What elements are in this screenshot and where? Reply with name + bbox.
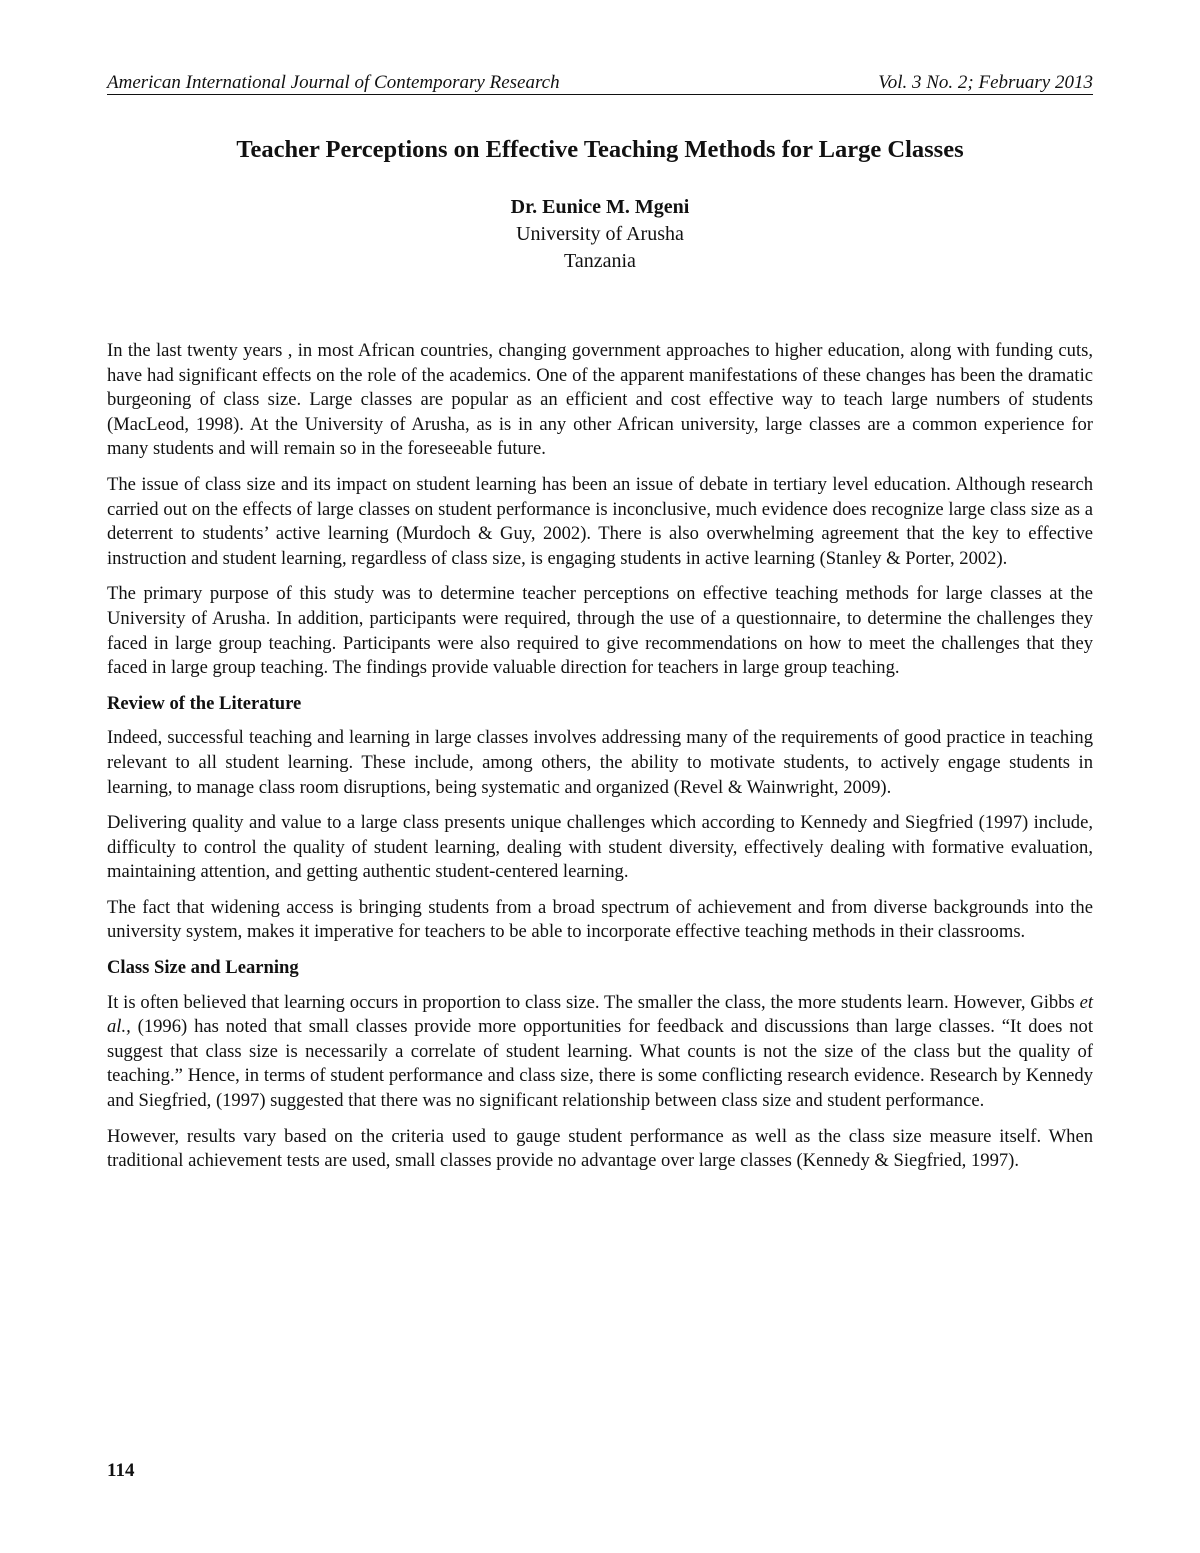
author-block: [107, 194, 1093, 275]
paragraph-review-3: The fact that widening access is bringing students from a broad spectrum of achievement and from diverse backgrounds into the university system, makes it imperative for teachers to be able to incorporate effective teaching methods in their classrooms.: [107, 896, 1093, 943]
paragraph-class-size-2: However, results vary based on the criteria used to gauge student performance as well as the class size measure itself. When traditional achievement tests are used, small classes provide no advantage over large classes (Kennedy & Siegfried, 1997).: [107, 1125, 1093, 1172]
paragraph-review-1: Indeed, successful teaching and learning in large classes involves addressing many of the requirements of good practice in teaching relevant to all student learning. These include, among others, the ability to motivate students, to actively engage students in learning, to manage class room disruptions, being systematic and organized (Revel & Wainwright, 2009).: [107, 727, 1093, 798]
body-text: [107, 339, 1093, 1174]
page-number: 114: [107, 1460, 135, 1481]
et-al-italic: et al.,: [107, 991, 1093, 1038]
paragraph-purpose: The primary purpose of this study was to determine teacher perceptions on effective teaching methods for large classes at the University of Arusha. In addition, participants were required, through the use of a questionnaire, to determine the challenges they faced in large group teaching. Participants were also required to give recommendations on how to meet the challenges that they faced in large group teaching. The findings provide valuable direction for teachers in large group teaching.: [107, 583, 1093, 679]
paragraph-intro: In the last twenty years , in most African countries, changing government approaches to higher education, along with funding cuts, have had significant effects on the role of the academics. One of the apparent manifestations of these changes has been the dramatic burgeoning of class size. Large classes are popular as an efficient and cost effective way to teach large numbers of students (MacLeod, 1998). At the University of Arusha, as is in any other African university, large classes are a common experience for many students and will remain so in the foreseeable future.: [107, 340, 1093, 460]
paragraph-class-size-issue: The issue of class size and its impact on student learning has been an issue of debate in tertiary level education. Although research carried out on the effects of large classes on student performance is inconclusive, much evidence does recognize large class size as a deterrent to students’ active learning (Murdoch & Guy, 2002). There is also overwhelming agreement that the key to effective instruction and student learning, regardless of class size, is engaging students in active learning (Stanley & Porter, 2002).: [107, 473, 1093, 569]
paragraph-review-2: Delivering quality and value to a large class presents unique challenges which according to Kennedy and Siegfried (1997) include, difficulty to control the quality of student learning, dealing with student diversity, effectively dealing with formative evaluation, maintaining attention, and getting authentic student-centered learning.: [107, 812, 1093, 883]
paper-title: Teacher Perceptions on Effective Teaching Methods for Large Classes: [236, 136, 964, 163]
section-heading-review: Review of the Literature: [107, 692, 302, 714]
author-country: Tanzania: [564, 250, 636, 272]
volume-info: Vol. 3 No. 2; February 2013: [878, 72, 1093, 93]
author-affiliation: University of Arusha: [516, 223, 684, 245]
section-heading-class-size: Class Size and Learning: [107, 957, 299, 979]
paragraph-class-size-1-part-b: (1996) has noted that small classes provide more opportunities for feedback and discussions than large classes. “It does not suggest that class size is necessarily a correlate of student learning. What counts is not the size of the class but the quality of teaching.” Hence, in terms of student performance and class size, there is some conflicting research evidence. Research by Kennedy and Siegfried, (1997) suggested that there was no significant relationship between class size and student performance.: [107, 1016, 1093, 1112]
paragraph-class-size-1-part-a: It is often believed that learning occurs in proportion to class size. The smaller the class, the more students learn. However, Gibbs: [107, 991, 1080, 1013]
paragraph-class-size-1: [107, 991, 1093, 1114]
author-name: Dr. Eunice M. Mgeni: [510, 196, 690, 218]
page: [107, 70, 1093, 1185]
running-header: [107, 70, 1093, 95]
journal-name: American International Journal of Contemporary Research: [107, 72, 560, 93]
